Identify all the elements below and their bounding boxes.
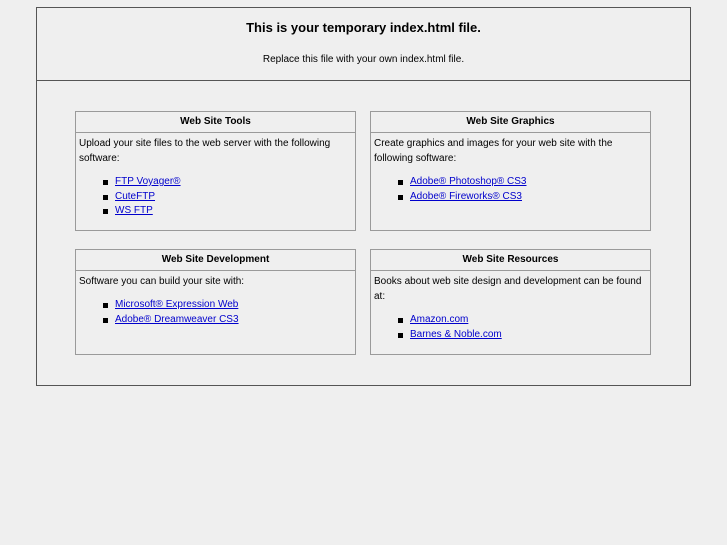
page-title: This is your temporary index.html file. bbox=[246, 20, 481, 35]
list-item bbox=[410, 313, 647, 328]
page-subtitle: Replace this file with your own index.html file. bbox=[262, 54, 465, 65]
box-web-site-tools bbox=[75, 111, 356, 231]
list-item bbox=[115, 298, 352, 313]
box-description: Books about web site design and development can be found at: bbox=[374, 276, 642, 302]
link-ws-ftp[interactable]: WS FTP bbox=[115, 205, 153, 216]
box-body bbox=[371, 271, 650, 342]
link-cuteftp[interactable]: CuteFTP bbox=[115, 190, 156, 202]
box-title: Web Site Resources bbox=[371, 250, 650, 271]
link-barnes-noble[interactable]: Barnes & Noble.com bbox=[410, 328, 502, 340]
box-body bbox=[371, 133, 650, 204]
box-title: Web Site Tools bbox=[76, 112, 355, 133]
list-item bbox=[115, 204, 352, 219]
list-item bbox=[410, 175, 647, 190]
box-title: Web Site Graphics bbox=[371, 112, 650, 133]
link-expression-web[interactable]: Microsoft® Expression Web bbox=[115, 299, 239, 310]
page-container bbox=[36, 7, 691, 386]
box-description: Software you can build your site with: bbox=[79, 276, 245, 287]
box-web-site-resources bbox=[370, 249, 651, 355]
link-list bbox=[79, 175, 352, 219]
link-amazon[interactable]: Amazon.com bbox=[410, 314, 469, 325]
list-item bbox=[115, 313, 352, 328]
box-body bbox=[76, 271, 355, 327]
link-list bbox=[374, 313, 647, 342]
box-body bbox=[76, 133, 355, 219]
box-web-site-graphics bbox=[370, 111, 651, 231]
box-title: Web Site Development bbox=[76, 250, 355, 271]
page-header bbox=[37, 8, 690, 81]
link-ftp-voyager[interactable]: FTP Voyager® bbox=[115, 176, 181, 187]
link-list bbox=[374, 175, 647, 204]
link-dreamweaver[interactable]: Adobe® Dreamweaver CS3 bbox=[115, 313, 239, 325]
list-item bbox=[410, 328, 647, 343]
box-description: Create graphics and images for your web site with the following software: bbox=[374, 138, 613, 164]
list-item bbox=[115, 190, 352, 205]
box-description: Upload your site files to the web server with the following software: bbox=[79, 138, 331, 164]
box-web-site-development bbox=[75, 249, 356, 355]
link-photoshop[interactable]: Adobe® Photoshop® CS3 bbox=[410, 176, 527, 187]
link-list bbox=[79, 298, 352, 327]
list-item bbox=[115, 175, 352, 190]
link-fireworks[interactable]: Adobe® Fireworks® CS3 bbox=[410, 190, 522, 202]
list-item bbox=[410, 190, 647, 205]
